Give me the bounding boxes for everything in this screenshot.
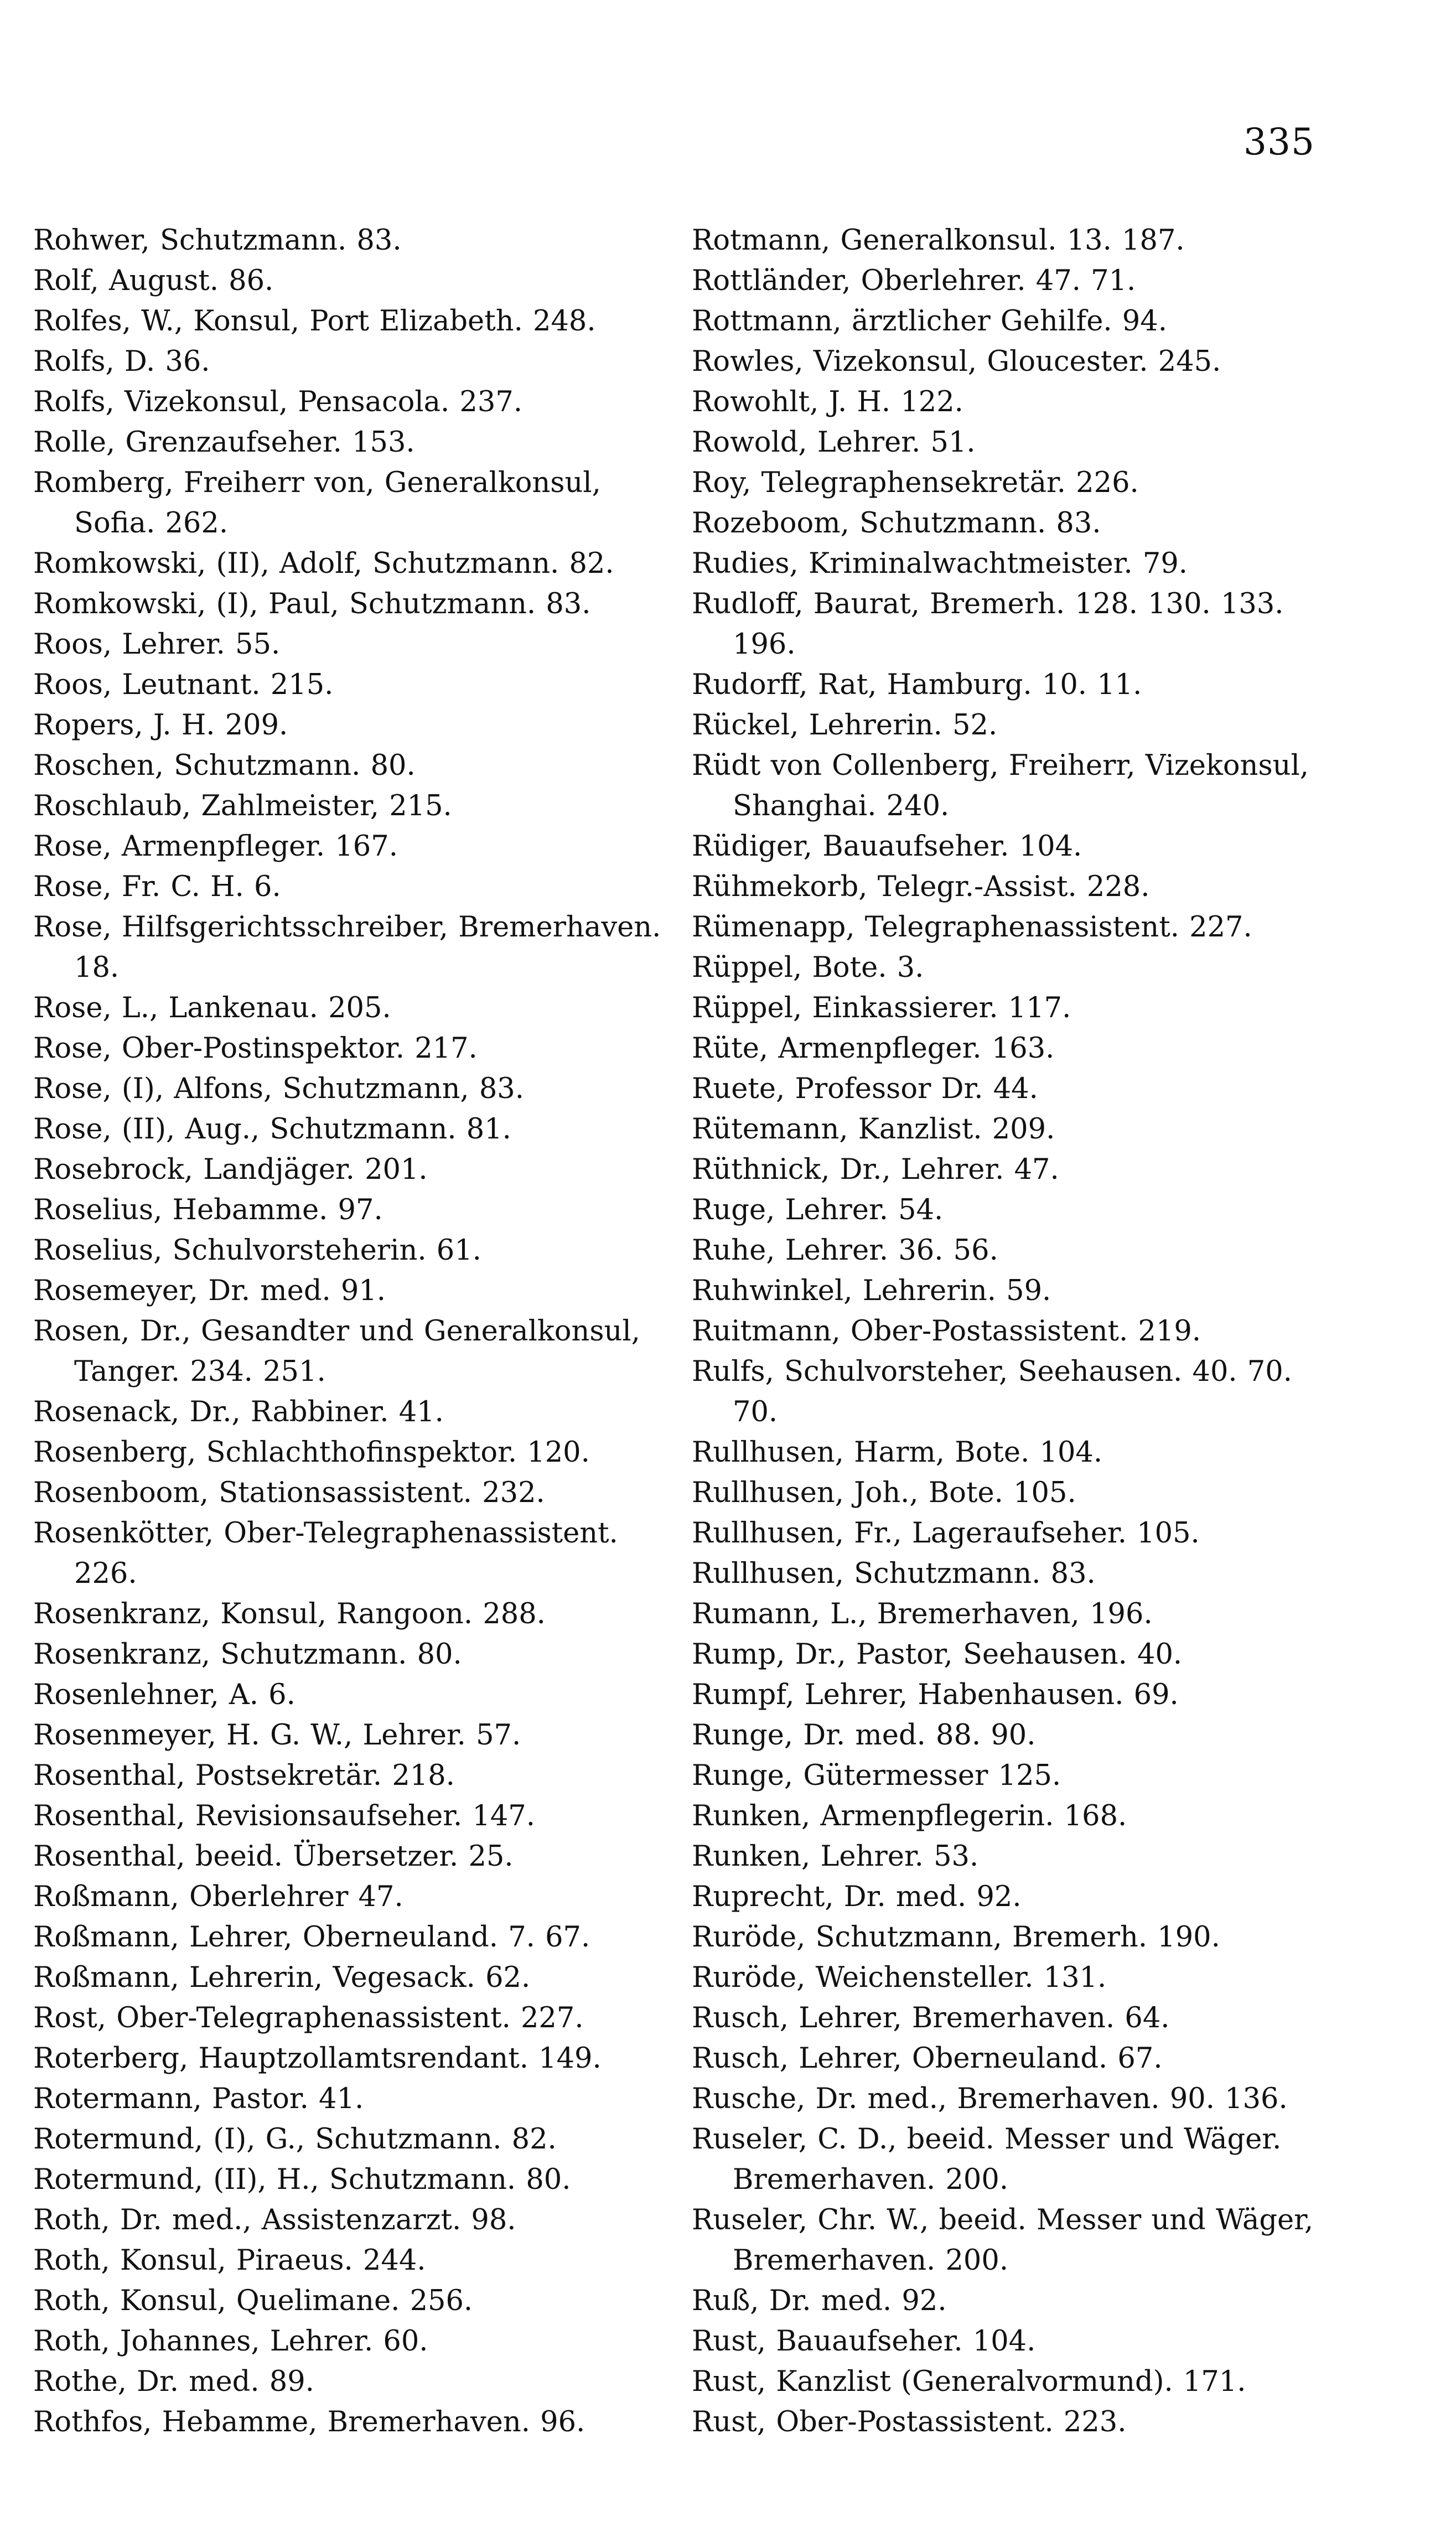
index-entry: Rolfs, Vizekonsul, Pensacola. 237. (33, 386, 522, 418)
index-entry: Roselius, Hebamme. 97. (33, 1194, 383, 1226)
index-entry: Rüthnick, Dr., Lehrer. 47. (692, 1153, 1059, 1186)
index-entry: Rosemeyer, Dr. med. 91. (33, 1275, 386, 1307)
index-entry: Roschlaub, Zahlmeister, 215. (33, 790, 452, 822)
index-entry: Roßmann, Lehrer, Oberneuland. 7. 67. (33, 1921, 590, 1954)
index-entry: Rottmann, ärztlicher Gehilfe. 94. (692, 305, 1167, 338)
index-entry: Ruhwinkel, Lehrerin. 59. (692, 1275, 1051, 1307)
index-entry: Runge, Dr. med. 88. 90. (692, 1719, 1036, 1752)
index-entry: Rohwer, Schutzmann. 83. (33, 224, 402, 257)
index-entry: Rose, (I), Alfons, Schutzmann, 83. (33, 1073, 524, 1105)
index-entry: Rose, Ober-Postinspektor. 217. (33, 1032, 478, 1065)
index-entry: Rumpf, Lehrer, Habenhausen. 69. (692, 1679, 1179, 1711)
index-entry: Rolle, Grenzaufseher. 153. (33, 426, 415, 459)
index-entry: Rosenmeyer, H. G. W., Lehrer. 57. (33, 1719, 521, 1752)
index-entry: Rose, Fr. C. H. 6. (33, 871, 281, 903)
index-entry: Rowold, Lehrer. 51. (692, 426, 976, 459)
index-entry: Rühmekorb, Telegr.-Assist. 228. (692, 871, 1150, 903)
index-entry: Rothfos, Hebamme, Bremerhaven. 96. (33, 2406, 585, 2438)
index-entry: Rotermund, (II), H., Schutzmann. 80. (33, 2163, 571, 2196)
index-entry: Roth, Konsul, Quelimane. 256. (33, 2285, 473, 2317)
index-entry: Rudloff, Baurat, Bremerh. 128. 130. 133. 196. (692, 588, 1284, 661)
index-entry: Rosenkranz, Schutzmann. 80. (33, 1638, 462, 1671)
index-entry: Rüppel, Bote. 3. (692, 951, 924, 984)
index-entry: Rowohlt, J. H. 122. (692, 386, 963, 418)
index-entry: Rose, (II), Aug., Schutzmann. 81. (33, 1113, 511, 1146)
index-entry: Rosenthal, Postsekretär. 218. (33, 1759, 455, 1792)
index-entry: Rowles, Vizekonsul, Gloucester. 245. (692, 345, 1221, 378)
index-entry: Roselius, Schulvorsteherin. 61. (33, 1234, 481, 1267)
index-entry: Roth, Johannes, Lehrer. 60. (33, 2325, 428, 2358)
index-entry: Rusche, Dr. med., Bremerhaven. 90. 136. (692, 2083, 1288, 2115)
index-entry: Romberg, Freiherr von, Generalkonsul, Sofia. 262. (33, 467, 601, 540)
index-entry: Romkowski, (I), Paul, Schutzmann. 83. (33, 588, 591, 620)
index-entry: Rudorff, Rat, Hamburg. 10. 11. (692, 669, 1142, 701)
index-entry: Rüdiger, Bauaufseher. 104. (692, 830, 1082, 863)
index-entry: Ruseler, Chr. W., beeid. Messer und Wäger, Bremerhaven. 200. (692, 2204, 1314, 2277)
index-entry: Rust, Kanzlist (Generalvormund). 171. (692, 2365, 1246, 2398)
index-entry: Roschen, Schutzmann. 80. (33, 749, 416, 782)
index-entry: Rosenkötter, Ober-Telegraphenassistent. 226. (33, 1517, 618, 1590)
index-entry: Roßmann, Lehrerin, Vegesack. 62. (33, 1961, 531, 1994)
index-entry: Runge, Gütermesser 125. (692, 1759, 1061, 1792)
index-entry: Rullhusen, Harm, Bote. 104. (692, 1436, 1103, 1469)
index-entry: Runken, Lehrer. 53. (692, 1840, 979, 1873)
index-entry: Rusch, Lehrer, Oberneuland. 67. (692, 2042, 1163, 2075)
index-entry: Rust, Bauaufseher. 104. (692, 2325, 1036, 2358)
index-entry: Rosenthal, beeid. Übersetzer. 25. (33, 1840, 514, 1873)
index-entry: Rüdt von Collenberg, Freiherr, Vizekonsul, Shanghai. 240. (692, 749, 1309, 822)
page-number: 335 (1243, 121, 1315, 163)
index-entry: Rüppel, Einkassierer. 117. (692, 992, 1071, 1024)
index-entry: Rosenberg, Schlachthofinspektor. 120. (33, 1436, 590, 1469)
index-entry: Romkowski, (II), Adolf, Schutzmann. 82. (33, 547, 614, 580)
index-entry: Rotermann, Pastor. 41. (33, 2083, 364, 2115)
index-entry: Ruhe, Lehrer. 36. 56. (692, 1234, 998, 1267)
index-entry: Rütemann, Kanzlist. 209. (692, 1113, 1055, 1146)
index-entry: Rottländer, Oberlehrer. 47. 71. (692, 265, 1136, 297)
index-entry: Rozeboom, Schutzmann. 83. (692, 507, 1101, 540)
index-entry: Roth, Dr. med., Assistenzarzt. 98. (33, 2204, 516, 2236)
index-entry: Rosebrock, Landjäger. 201. (33, 1153, 428, 1186)
index-entry: Rolf, August. 86. (33, 265, 274, 297)
index-entry: Runken, Armenpflegerin. 168. (692, 1800, 1127, 1832)
index-entry: Rulfs, Schulvorsteher, Seehausen. 40. 70. 70. (692, 1355, 1292, 1428)
index-entry: Roterberg, Hauptzollamtsrendant. 149. (33, 2042, 602, 2075)
index-entry: Rose, Armenpfleger. 167. (33, 830, 398, 863)
index-entry: Rosenboom, Stationsassistent. 232. (33, 1477, 545, 1509)
index-entry: Rolfes, W., Konsul, Port Elizabeth. 248. (33, 305, 596, 338)
index-entry: Rullhusen, Joh., Bote. 105. (692, 1477, 1076, 1509)
index-entry: Rümenapp, Telegraphenassistent. 227. (692, 911, 1252, 944)
index-column-left (33, 220, 664, 2442)
index-entry: Ruitmann, Ober-Postassistent. 219. (692, 1315, 1201, 1348)
index-entry: Rothe, Dr. med. 89. (33, 2365, 314, 2398)
index-entry: Ruete, Professor Dr. 44. (692, 1073, 1038, 1105)
index-entry: Rosenlehner, A. 6. (33, 1679, 296, 1711)
index-entry: Ruge, Lehrer. 54. (692, 1194, 944, 1226)
index-entry: Roth, Konsul, Piraeus. 244. (33, 2244, 426, 2277)
index-entry: Roßmann, Oberlehrer 47. (33, 1881, 403, 1913)
index-entry: Ruseler, C. D., beeid. Messer und Wäger. Bremerhaven. 200. (692, 2123, 1282, 2196)
index-column-right (692, 220, 1323, 2442)
index-entry: Rullhusen, Fr., Lageraufseher. 105. (692, 1517, 1200, 1550)
index-entry: Rosen, Dr., Gesandter und Generalkonsul, Tanger. 234. 251. (33, 1315, 640, 1388)
index-entry: Rudies, Kriminalwachtmeister. 79. (692, 547, 1188, 580)
index-entry: Rump, Dr., Pastor, Seehausen. 40. (692, 1638, 1183, 1671)
index-entry: Rotmann, Generalkonsul. 13. 187. (692, 224, 1185, 257)
index-entry: Rust, Ober-Postassistent. 223. (692, 2406, 1127, 2438)
index-entry: Rotermund, (I), G., Schutzmann. 82. (33, 2123, 557, 2156)
index-entry: Rüte, Armenpfleger. 163. (692, 1032, 1055, 1065)
index-entry: Roos, Leutnant. 215. (33, 669, 334, 701)
index-entry: Rolfs, D. 36. (33, 345, 210, 378)
index-entry: Ruprecht, Dr. med. 92. (692, 1881, 1022, 1913)
index-entry: Roos, Lehrer. 55. (33, 628, 281, 661)
index-entry: Rost, Ober-Telegraphenassistent. 227. (33, 2002, 584, 2034)
index-entry: Ruröde, Schutzmann, Bremerh. 190. (692, 1921, 1220, 1954)
index-entry: Ruröde, Weichensteller. 131. (692, 1961, 1107, 1994)
index-entry: Roy, Telegraphensekretär. 226. (692, 467, 1139, 499)
index-entry: Rumann, L., Bremerhaven, 196. (692, 1598, 1153, 1630)
index-entry: Rusch, Lehrer, Bremerhaven. 64. (692, 2002, 1170, 2034)
index-entry: Rückel, Lehrerin. 52. (692, 709, 998, 742)
index-entry: Rosenthal, Revisionsaufseher. 147. (33, 1800, 535, 1832)
index-entry: Rose, L., Lankenau. 205. (33, 992, 391, 1024)
index-entry: Rose, Hilfsgerichtsschreiber, Bremerhaven. 18. (33, 911, 661, 984)
index-entry: Rullhusen, Schutzmann. 83. (692, 1557, 1096, 1590)
index-entry: Rosenack, Dr., Rabbiner. 41. (33, 1396, 444, 1428)
index-entry: Rosenkranz, Konsul, Rangoon. 288. (33, 1598, 546, 1630)
index-entry: Ropers, J. H. 209. (33, 709, 288, 742)
index-entry: Ruß, Dr. med. 92. (692, 2285, 947, 2317)
